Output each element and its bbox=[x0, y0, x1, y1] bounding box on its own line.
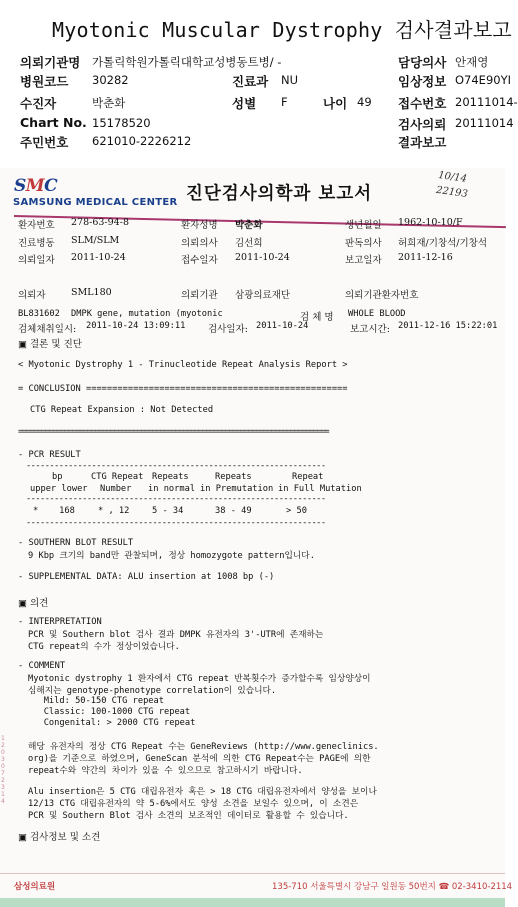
interpretation-line: PCR 및 Southern blot 검사 결과 DMPK 유전자의 3'-UTR에 존재하는 bbox=[28, 630, 324, 640]
pcr-col-header: in Premutation bbox=[200, 484, 274, 494]
comment-line: Congenital: > 2000 CTG repeat bbox=[28, 718, 196, 728]
hospital-name: SAMSUNG MEDICAL CENTER bbox=[13, 197, 178, 208]
info-label: 판독의사 bbox=[345, 238, 382, 249]
pcr-col-header: Repeats bbox=[215, 472, 252, 482]
pcr-col-header: Repeat bbox=[292, 472, 324, 482]
pcr-col-header: upper lower bbox=[30, 484, 88, 494]
info-label: 진료병동 bbox=[18, 238, 55, 249]
header-label: Chart No. bbox=[20, 115, 87, 130]
pcr-cell: * , 12 bbox=[98, 506, 130, 516]
collect-label: 검체채취일시: bbox=[18, 324, 77, 335]
alu-paragraph-line: 12/13 CTG 대립유전자의 약 5-6%에서도 양성 소견을 보일수 있으며, 이 소견은 bbox=[28, 799, 359, 809]
southern-blot-label: - SOUTHERN BLOT RESULT bbox=[18, 538, 134, 548]
ctg-expansion: CTG Repeat Expansion : Not Detected bbox=[30, 405, 214, 415]
pcr-cell: > 50 bbox=[286, 506, 307, 516]
pcr-result-label: - PCR RESULT bbox=[18, 450, 81, 460]
header-label: 검사의뢰 bbox=[398, 117, 447, 132]
comment-line: Myotonic dystrophy 1 환자에서 CTG repeat 반복횟수가 증가할수록 임상양상이 bbox=[28, 674, 371, 684]
comment-label: - COMMENT bbox=[18, 661, 66, 671]
scan-bottom-strip bbox=[0, 898, 505, 907]
opinion-heading: ▣ 의견 bbox=[18, 598, 49, 609]
requester-value: SML180 bbox=[71, 287, 112, 298]
info-value: 허희재/기창석/기창석 bbox=[398, 238, 487, 249]
pcr-col-header: Repeats bbox=[152, 472, 189, 482]
pcr-col-header: CTG Repeat bbox=[91, 472, 144, 482]
report-header-title: Myotonic Muscular Dystrophy 검사결과보고 bbox=[52, 18, 512, 42]
specimen-value: WHOLE BLOOD bbox=[348, 309, 406, 319]
header-label: 접수번호 bbox=[398, 96, 447, 111]
conclusion-rule: = CONCLUSION ================================================== bbox=[18, 384, 348, 394]
info-label: 생년월일 bbox=[345, 220, 382, 231]
info-value: 2011-10-24 bbox=[71, 252, 126, 263]
handwritten-note: 10/14 22193 bbox=[435, 169, 469, 201]
header-label: 주민번호 bbox=[20, 135, 69, 150]
header-label: 수진자 bbox=[20, 96, 57, 111]
org-label: 의뢰기관 bbox=[181, 290, 218, 301]
pcr-cell: * 168 bbox=[33, 506, 75, 516]
header-label: 진료과 bbox=[232, 74, 269, 89]
info-label: 보고일자 bbox=[345, 255, 382, 266]
southern-blot-text: 9 Kbp 크기의 band만 관찰되며, 정상 homozygote pattern입니다. bbox=[28, 551, 315, 561]
header-value: 15178520 bbox=[92, 116, 151, 130]
header-label: 결과보고 bbox=[398, 135, 447, 150]
header-value: NU bbox=[281, 73, 299, 87]
alu-paragraph-line: Alu insertion은 5 CTG 대립유전자 혹은 > 18 CTG 대립유전자에서 양성을 보이나 bbox=[28, 787, 377, 797]
info-label: 의뢰일자 bbox=[18, 255, 55, 266]
info-label: 의뢰의사 bbox=[181, 238, 218, 249]
header-value: 49 bbox=[357, 95, 372, 109]
org-patient-no-label: 의뢰기관환자번호 bbox=[345, 290, 419, 301]
header-label: 나이 bbox=[323, 96, 348, 111]
exam-info-heading: ▣ 검사정보 및 소견 bbox=[18, 832, 101, 843]
header-label: 병원코드 bbox=[20, 74, 69, 89]
report-time-value: 2011-12-16 15:22:01 bbox=[398, 321, 498, 331]
pcr-cell: 38 - 49 bbox=[215, 506, 252, 516]
report-time-label: 보고시간: bbox=[350, 324, 390, 335]
report-title: 진단검사의학과 보고서 bbox=[186, 184, 373, 204]
comment-line: Mild: 50-150 CTG repeat bbox=[28, 696, 164, 706]
interpretation-label: - INTERPRETATION bbox=[18, 617, 102, 627]
test-name: DMPK gene, mutation (myotonic bbox=[71, 309, 223, 319]
pcr-rule-mid: ---------------------------------------------------------------- bbox=[26, 494, 326, 504]
pcr-rule-top: ---------------------------------------------------------------- bbox=[26, 461, 326, 471]
info-value: SLM/SLM bbox=[71, 235, 120, 246]
info-value: 2011-12-16 bbox=[398, 252, 453, 263]
header-label: 의뢰기관명 bbox=[20, 55, 81, 70]
header-value: 20111014- bbox=[455, 95, 518, 109]
footer-logo: 삼성의료원 bbox=[14, 882, 56, 892]
test-code: BL831602 bbox=[18, 309, 60, 319]
header-value: 20111014 bbox=[455, 116, 514, 130]
supplemental-data: - SUPPLEMENTAL DATA: ALU insertion at 1008 bp (-) bbox=[18, 572, 275, 582]
pcr-col-header: bp bbox=[52, 472, 63, 482]
double-rule: ================================================================================= bbox=[18, 427, 329, 437]
side-stamp: 1 2 0 3 0 7 2 3 1 4 bbox=[1, 735, 5, 805]
org-value: 삼광의료재단 bbox=[235, 290, 291, 301]
header-value: 박춘화 bbox=[92, 96, 126, 110]
specimen-label: 검 체 명 bbox=[300, 312, 334, 323]
collect-value: 2011-10-24 13:09:11 bbox=[86, 321, 186, 331]
header-value: 621010-2226212 bbox=[92, 134, 192, 148]
header-value: 30282 bbox=[92, 73, 129, 87]
gene-paragraph-line: 해당 유전자의 정상 CTG Repeat 수는 GeneReviews (http://www.geneclinics. bbox=[28, 742, 379, 752]
conclusion-heading: ▣ 결론 및 진단 bbox=[18, 339, 82, 350]
header-value: 가톨릭학원가톨릭대학교성병동트병/ - bbox=[92, 55, 282, 69]
info-value: 278-63-94-8 bbox=[71, 217, 129, 228]
footer-address: 135-710 서울특별시 강남구 일원동 50번지 ☎ 02-3410-2114 bbox=[272, 882, 513, 892]
info-value: 김선희 bbox=[235, 238, 263, 249]
pcr-col-header: in normal bbox=[148, 484, 196, 494]
pcr-rule-bottom: ---------------------------------------------------------------- bbox=[26, 518, 326, 528]
info-label: 접수일자 bbox=[181, 255, 218, 266]
gene-paragraph-line: repeat수와 약간의 차이가 있을 수 있으므로 참고하시기 바랍니다. bbox=[28, 766, 303, 776]
pcr-col-header: Number bbox=[100, 484, 132, 494]
exam-date-value: 2011-10-24 bbox=[256, 321, 309, 331]
header-label: 성별 bbox=[232, 96, 257, 111]
header-label: 담당의사 bbox=[398, 55, 447, 70]
comment-line: Classic: 100-1000 CTG repeat bbox=[28, 707, 191, 717]
info-value: 2011-10-24 bbox=[235, 252, 290, 263]
pcr-cell: 5 - 34 bbox=[152, 506, 184, 516]
header-label: 임상정보 bbox=[398, 74, 447, 89]
header-value: 안재영 bbox=[455, 55, 489, 69]
exam-date-label: 검사일자: bbox=[208, 324, 248, 335]
info-value: 1962-10-10/F bbox=[398, 217, 463, 228]
info-label: 환자성명 bbox=[181, 220, 218, 231]
header-value: F bbox=[281, 95, 288, 109]
pcr-col-header: in Full Mutation bbox=[278, 484, 362, 494]
alu-paragraph-line: PCR 및 Southern Blot 검사 소견의 보조적인 데이터로 활용할 수 있습니다. bbox=[28, 811, 349, 821]
info-label: 환자번호 bbox=[18, 220, 55, 231]
footer-divider bbox=[0, 873, 505, 874]
header-value: O74E90YI bbox=[455, 73, 512, 87]
interpretation-line: CTG repeat의 수가 정상이었습니다. bbox=[28, 642, 180, 652]
requester-label: 의뢰자 bbox=[18, 290, 46, 301]
gene-paragraph-line: org)을 기준으로 하였으며, GeneScan 분석에 의한 CTG Repeat수는 PAGE에 의한 bbox=[28, 754, 371, 764]
comment-line: 심해지는 genotype-phenotype correlation이 있습니다. bbox=[28, 686, 277, 696]
report-name: < Myotonic Dystrophy 1 - Trinucleotide Repeat Analysis Report > bbox=[18, 360, 348, 370]
smc-logo: SMC bbox=[14, 176, 58, 196]
info-value: 박춘화 bbox=[235, 220, 263, 231]
